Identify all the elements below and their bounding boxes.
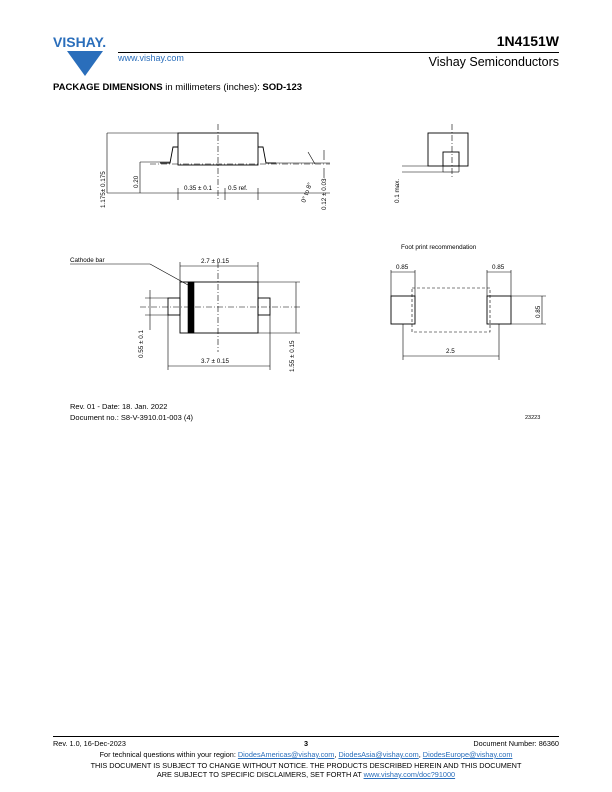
dim-pad-height: 0.85: [535, 305, 542, 318]
email-asia-link[interactable]: DiodesAsia@vishay.com: [338, 750, 419, 759]
footprint-pad-right: [487, 296, 511, 324]
email-europe-link[interactable]: DiodesEurope@vishay.com: [422, 750, 513, 759]
page-number: 3: [303, 739, 309, 748]
notice-prefix: ARE SUBJECT TO SPECIFIC DISCLAIMERS, SET FORTH AT: [156, 770, 364, 779]
cathode-bar: [188, 282, 194, 333]
footer-divider: [53, 736, 559, 737]
section-title-package: SOD-123: [262, 82, 303, 93]
dim-overall-length: 3.7 ± 0.15: [201, 358, 229, 365]
contact-sep-2: ,: [418, 750, 423, 759]
section-title-units: in millimeters (inches):: [162, 82, 263, 93]
end-view-body: [428, 133, 468, 166]
drawing-revision: Rev. 01 - Date: 18. Jan. 2022: [70, 402, 168, 411]
footer-revision: Rev. 1.0, 16-Dec-2023: [53, 739, 126, 748]
dim-overall-height: 1.175± 0.175: [100, 171, 107, 208]
contact-prefix: For technical questions within your region:: [99, 750, 238, 759]
dim-pad-spacing: 2.5: [446, 348, 455, 355]
dim-lead-flat: 0.35 ± 0.1: [184, 185, 212, 192]
footer-contact: [0, 750, 612, 759]
dim-lead-thickness: 0.12 ± 0.03: [321, 178, 328, 210]
header-divider: [118, 52, 559, 53]
cathode-bar-label: Cathode bar: [70, 257, 105, 264]
figure-number: 23223: [525, 415, 541, 421]
footer-notice-line-2: [0, 770, 612, 779]
section-title: [53, 82, 302, 93]
logo-text: VISHAY.: [53, 34, 107, 50]
dim-lead-width: 0.55 ± 0.1: [138, 330, 145, 358]
website-link[interactable]: www.vishay.com: [118, 53, 184, 63]
dim-body-width: 1.55 ± 0.15: [289, 340, 296, 372]
drawing-document-number: Document no.: S8-V-3910.01-003 (4): [70, 413, 193, 422]
footprint-pad-left: [391, 296, 415, 324]
dim-lead-height: 0.20: [133, 175, 140, 188]
dim-pad-width-right: 0.85: [492, 264, 505, 271]
part-number: 1N4151W: [496, 33, 559, 49]
dim-standoff: 0.1 max.: [394, 178, 401, 203]
dim-lead-ref: 0.5 ref.: [228, 185, 248, 192]
company-name: Vishay Semiconductors: [428, 55, 559, 69]
contact-sep-1: ,: [334, 750, 339, 759]
footer-notice-line-1: THIS DOCUMENT IS SUBJECT TO CHANGE WITHOUT NOTICE. THE PRODUCTS DESCRIBED HEREIN AND THIS DOCUMENT: [90, 761, 522, 770]
section-title-bold: PACKAGE DIMENSIONS: [53, 82, 163, 93]
footprint-title: Foot print recommendation: [401, 244, 477, 251]
email-americas-link[interactable]: DiodesAmericas@vishay.com: [237, 750, 335, 759]
disclaimer-link[interactable]: www.vishay.com/doc?91000: [363, 770, 456, 779]
dim-pad-width-left: 0.85: [396, 264, 409, 271]
vishay-logo: [53, 30, 115, 78]
footer-document-number: Document Number: 86360: [473, 739, 559, 748]
package-drawing: [0, 100, 612, 440]
dim-body-length: 2.7 ± 0.15: [201, 258, 229, 265]
dim-lead-angle: 0° to 8°: [300, 181, 314, 204]
